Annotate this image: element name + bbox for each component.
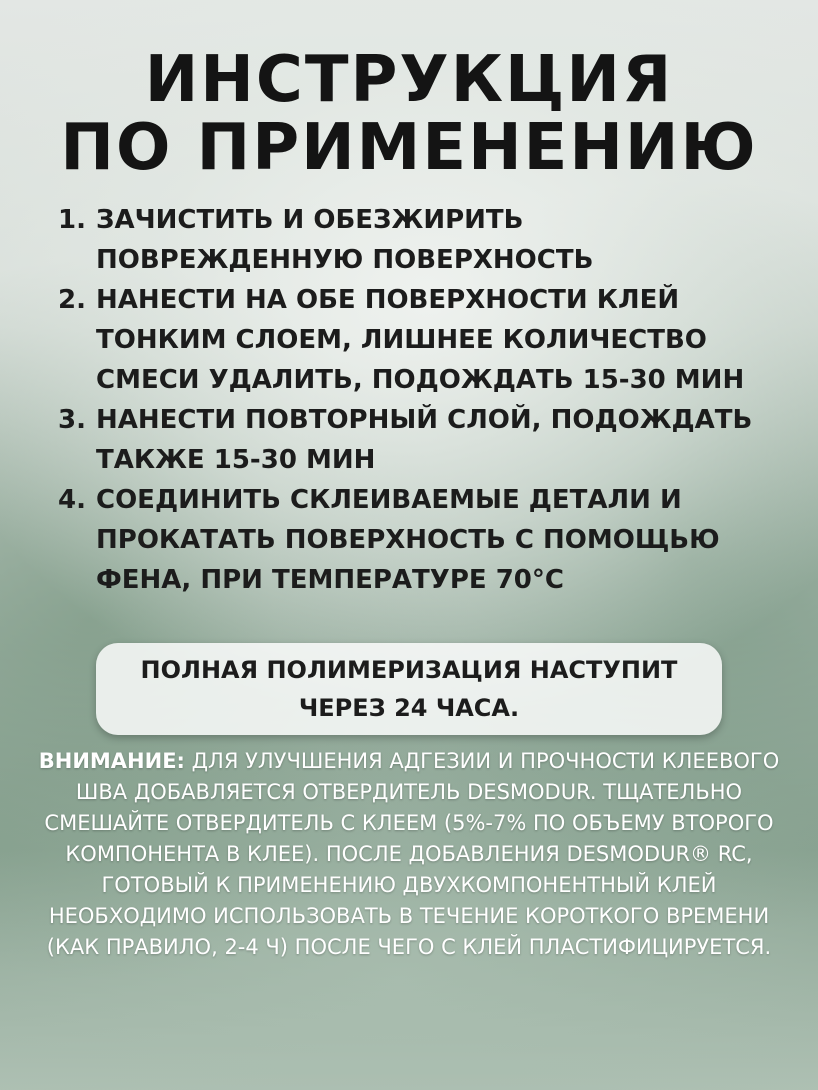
step-item [58,200,758,280]
title-line-2: ПО ПРИМЕНЕНИЮ [60,111,758,185]
step-number: 2. [58,285,86,315]
step-number: 1. [58,205,86,235]
attention-paragraph [24,746,794,963]
step-number: 4. [58,485,86,515]
instruction-steps [58,200,758,600]
step-text: НАНЕСТИ НА ОБЕ ПОВЕРХНОСТИ КЛЕЙ ТОНКИМ СЛОЕМ, ЛИШНЕЕ КОЛИЧЕСТВО СМЕСИ УДАЛИТЬ, ПОДОЖДАТЬ 15-30 МИН [96,285,745,395]
step-text: СОЕДИНИТЬ СКЛЕИВАЕМЫЕ ДЕТАЛИ И ПРОКАТАТЬ ПОВЕРХНОСТЬ С ПОМОЩЬЮ ФЕНА, ПРИ ТЕМПЕРАТУРЕ 70°С [96,485,720,595]
polymerization-note-box [96,643,722,735]
step-text: НАНЕСТИ ПОВТОРНЫЙ СЛОЙ, ПОДОЖДАТЬ ТАКЖЕ 15-30 МИН [96,405,753,475]
page-title [0,43,818,185]
step-number: 3. [58,405,86,435]
step-item [58,480,758,600]
step-item [58,400,758,480]
polymerization-note: ПОЛНАЯ ПОЛИМЕРИЗАЦИЯ НАСТУПИТ ЧЕРЕЗ 24 ЧАСА. [140,656,678,722]
attention-label: ВНИМАНИЕ: [38,749,185,773]
attention-text: ДЛЯ УЛУЧШЕНИЯ АДГЕЗИИ И ПРОЧНОСТИ КЛЕЕВОГО ШВА ДОБАВЛЯЕТСЯ ОТВЕРДИТЕЛЬ DESMODUR. ТЩАТЕЛЬНО СМЕШАЙТЕ ОТВЕРДИТЕЛЬ С КЛЕЕМ (5%-7% ПО ОБЪЕМУ ВТОРОГО КОМПОНЕНТА В КЛЕЕ). ПОСЛЕ ДОБАВЛЕНИЯ DESMODUR® RC, ГОТОВЫЙ К ПРИМЕНЕНИЮ ДВУХКОМПОНЕНТНЫЙ КЛЕЙ НЕОБХОДИМО ИСПОЛЬЗОВАТЬ В ТЕЧЕНИЕ КОРОТКОГО ВРЕМЕНИ (КАК ПРАВИЛО, 2-4 Ч) ПОСЛЕ ЧЕГО С КЛЕЙ ПЛАСТИФИЦИРУЕТСЯ. [44,749,780,959]
step-item [58,280,758,400]
title-line-1: ИНСТРУКЦИЯ [144,43,674,117]
step-text: ЗАЧИСТИТЬ И ОБЕЗЖИРИТЬ ПОВРЕЖДЕННУЮ ПОВЕРХНОСТЬ [96,205,594,275]
